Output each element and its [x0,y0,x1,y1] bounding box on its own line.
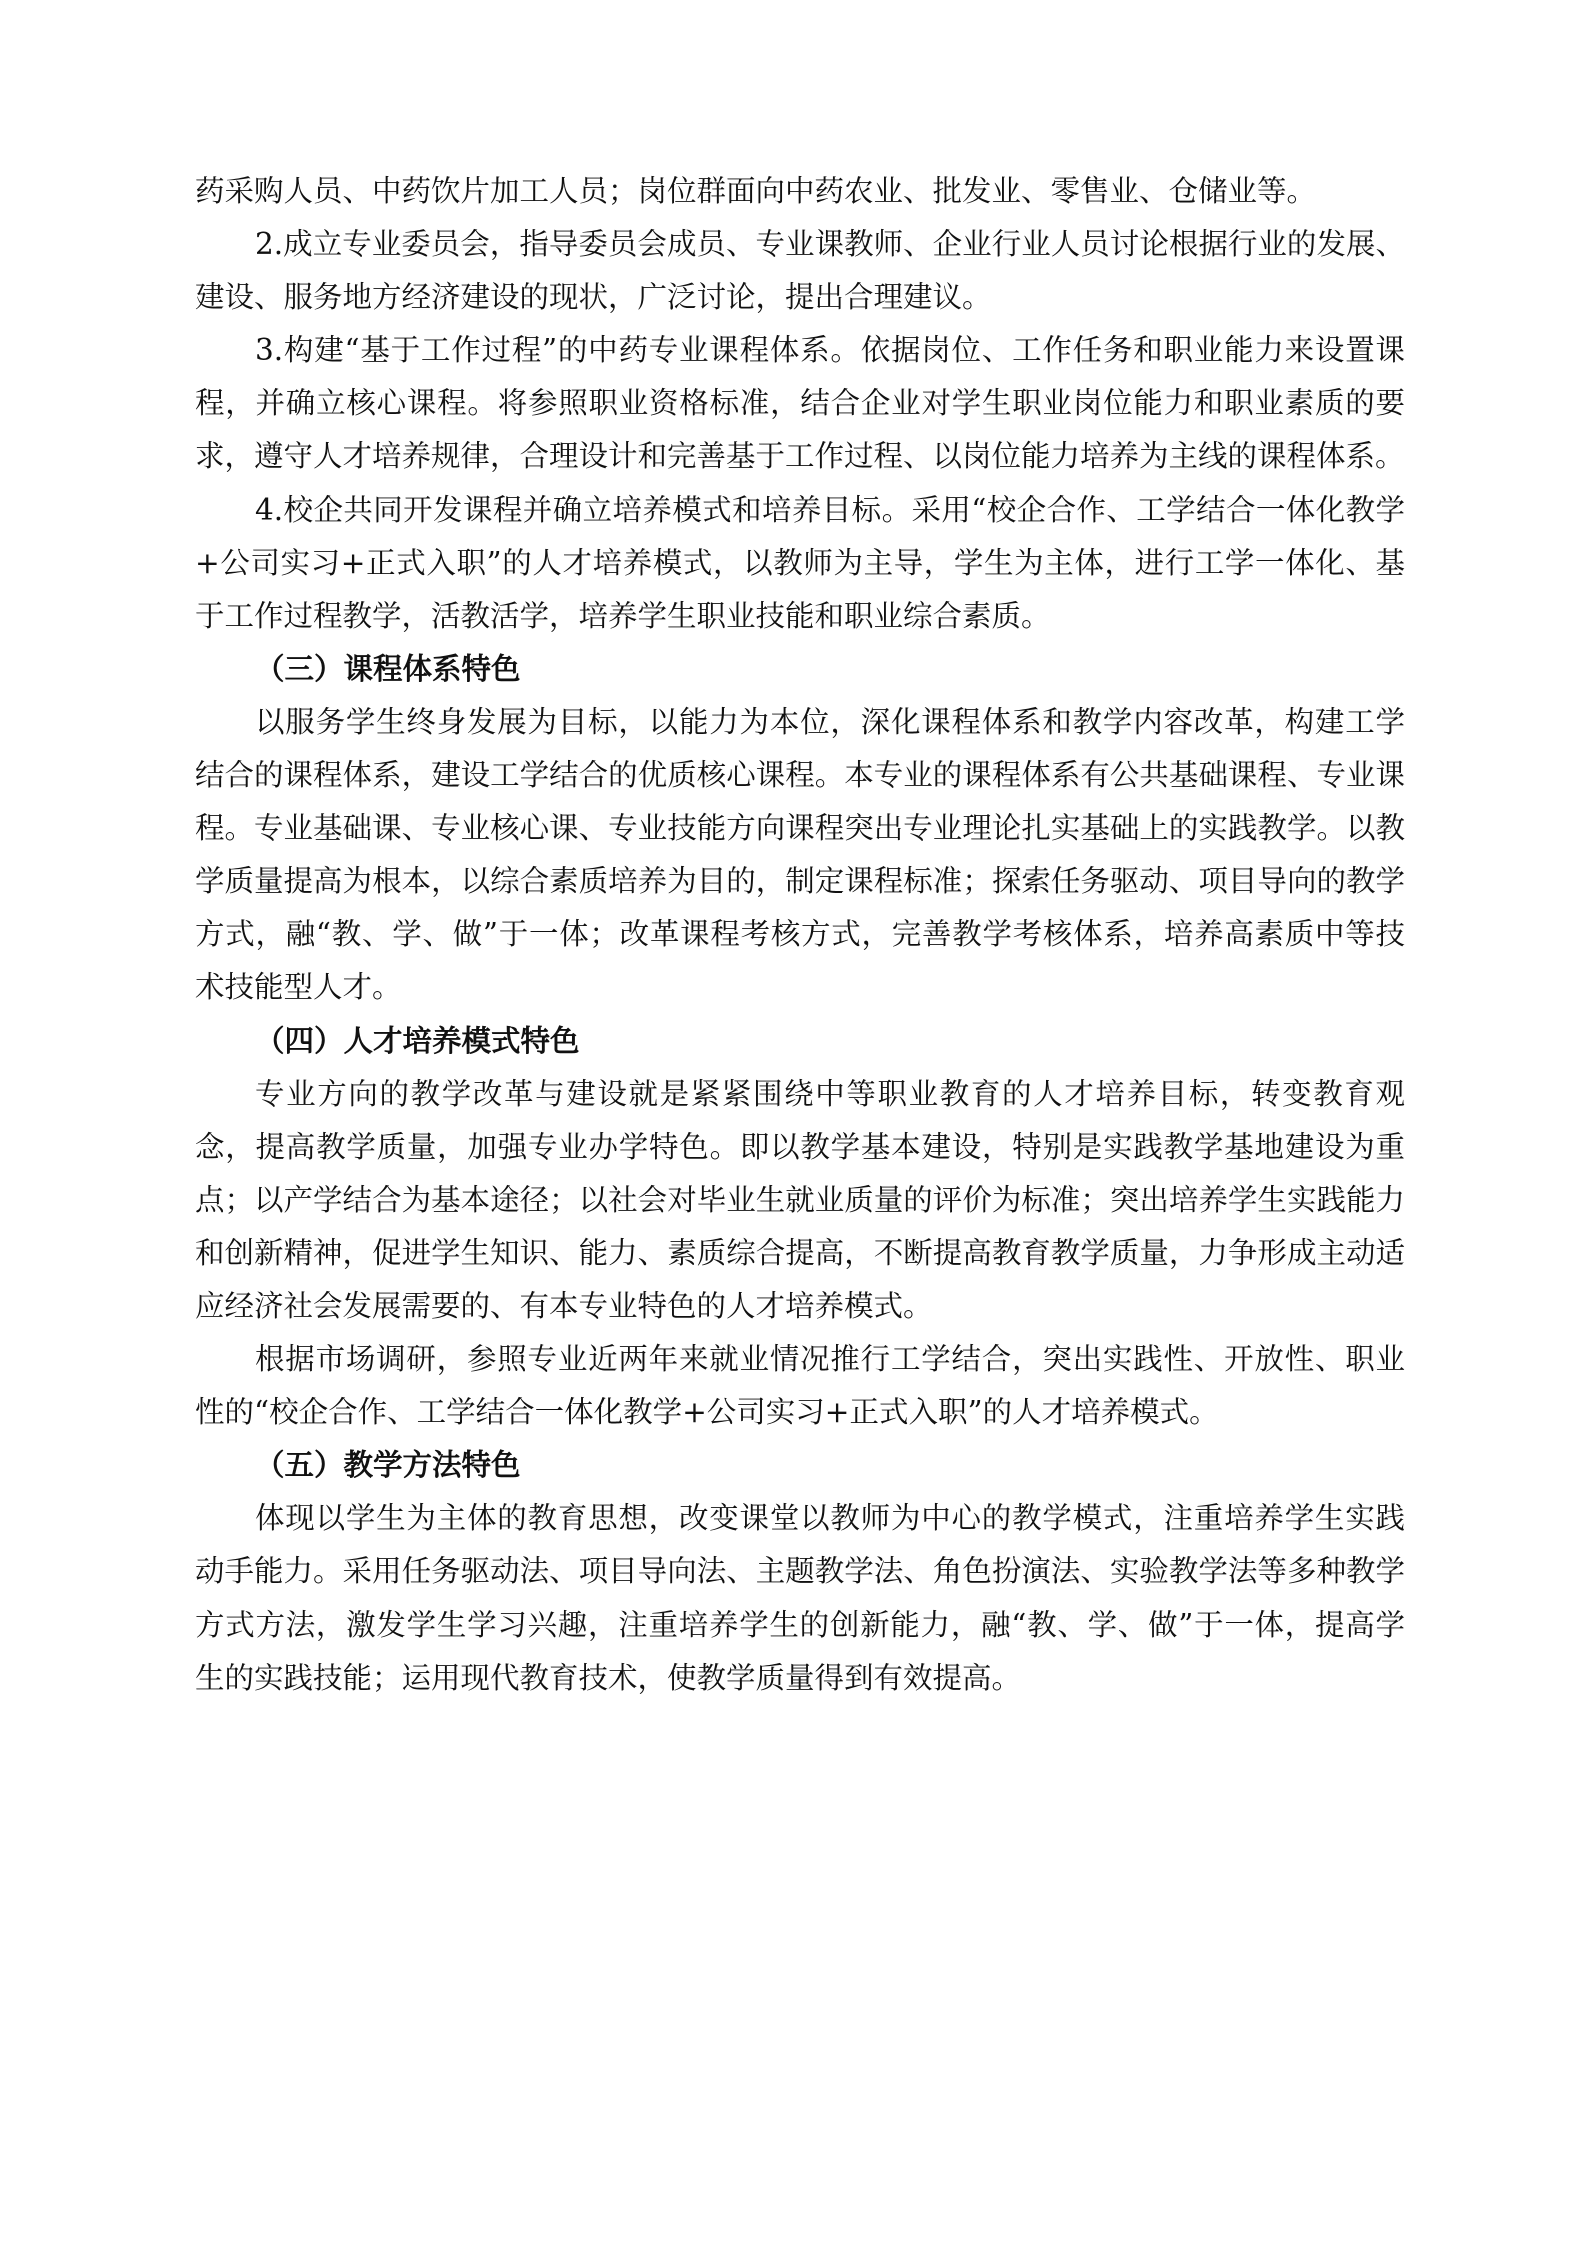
paragraph-job-positions: 药采购人员、中药饮片加工人员；岗位群面向中药农业、批发业、零售业、仓储业等。 [195,174,1317,208]
paragraph-item-2-committee: 2.成立专业委员会，指导委员会成员、专业课教师、企业行业人员讨论根据行业的发展、建设、服务地方经济建设的现状，广泛讨论，提出合理建议。 [195,227,1405,315]
section-heading-course-system: （三）课程体系特色 [255,651,521,686]
paragraph-teaching-method: 体现以学生为主体的教育思想，改变课堂以教师为中心的教学模式，注重培养学生实践动手能力。采用任务驱动法、项目导向法、主题教学法、角色扮演法、实验教学法等多种教学方式方法，激发学生学习兴趣，注重培养学生的创新能力，融“教、学、做”于一体，提高学生的实践技能；运用现代教育技术，使教学质量得到有效提高。 [195,1501,1405,1695]
document-body [195,165,1405,1705]
paragraph-item-3-course-system: 3.构建“基于工作过程”的中药专业课程体系。依据岗位、工作任务和职业能力来设置课程，并确立核心课程。将参照职业资格标准，结合企业对学生职业岗位能力和职业素质的要求，遵守人才培养规律，合理设计和完善基于工作过程、以岗位能力培养为主线的课程体系。 [195,333,1405,474]
paragraph-item-4-school-enterprise: 4.校企共同开发课程并确立培养模式和培养目标。采用“校企合作、工学结合一体化教学+公司实习+正式入职”的人才培养模式，以教师为主导，学生为主体，进行工学一体化、基于工作过程教学，活教活学，培养学生职业技能和职业综合素质。 [195,492,1405,633]
paragraph-training-mode: 专业方向的教学改革与建设就是紧紧围绕中等职业教育的人才培养目标，转变教育观念，提高教学质量，加强专业办学特色。即以教学基本建设，特别是实践教学基地建设为重点；以产学结合为基本途径；以社会对毕业生就业质量的评价为标准；突出培养学生实践能力和创新精神，促进学生知识、能力、素质综合提高，不断提高教育教学质量，力争形成主动适应经济社会发展需要的、有本专业特色的人才培养模式。 [195,1076,1405,1323]
paragraph-course-system: 以服务学生终身发展为目标，以能力为本位，深化课程体系和教学内容改革，构建工学结合的课程体系，建设工学结合的优质核心课程。本专业的课程体系有公共基础课程、专业课程。专业基础课、专业核心课、专业技能方向课程突出专业理论扎实基础上的实践教学。以教学质量提高为根本，以综合素质培养为目的，制定课程标准；探索任务驱动、项目导向的教学方式，融“教、学、做”于一体；改革课程考核方式，完善教学考核体系，培养高素质中等技术技能型人才。 [195,704,1405,1005]
paragraph-market-research: 根据市场调研，参照专业近两年来就业情况推行工学结合，突出实践性、开放性、职业性的“校企合作、工学结合一体化教学+公司实习+正式入职”的人才培养模式。 [195,1342,1405,1430]
section-heading-teaching-method: （五）教学方法特色 [255,1448,521,1483]
section-heading-training-mode: （四）人才培养模式特色 [255,1023,580,1058]
